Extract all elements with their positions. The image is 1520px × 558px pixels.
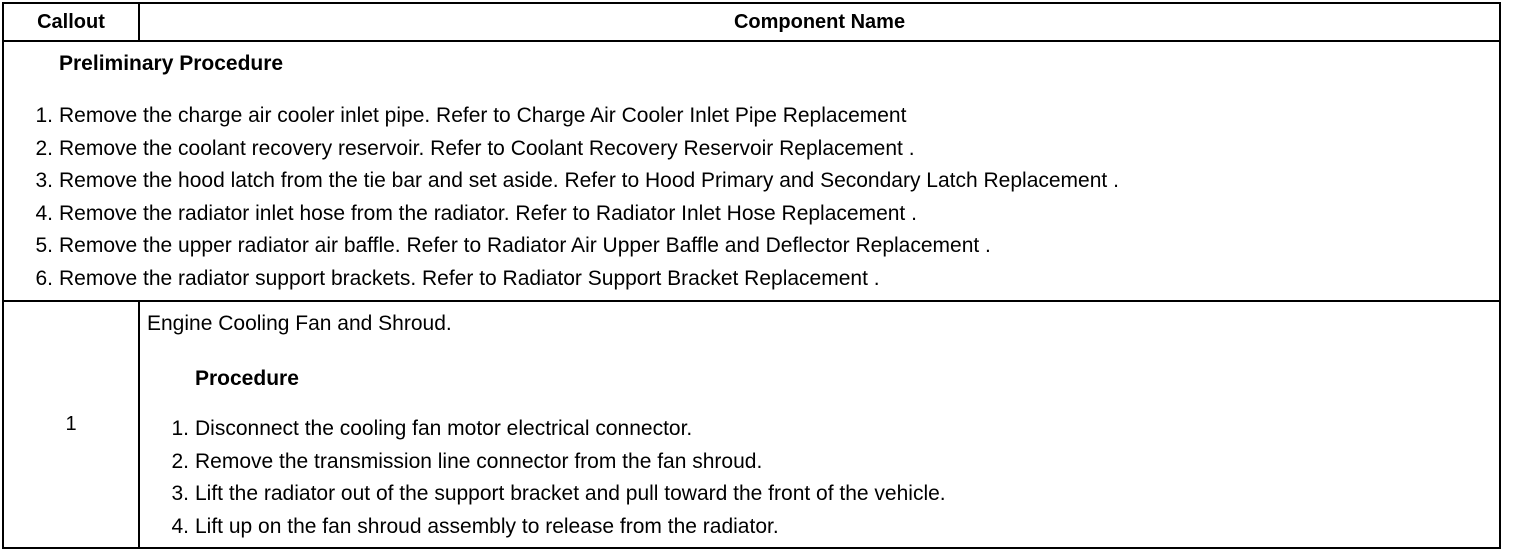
list-item: [35, 263, 1119, 296]
step-number: 3.: [171, 482, 189, 505]
callout-cell: 1: [3, 301, 139, 548]
step-text: Remove the radiator support brackets. Refer to Radiator Support Bracket Replacement .: [59, 266, 880, 290]
list-item: [35, 133, 1119, 166]
header-row: [3, 3, 1500, 41]
callout-header: Callout: [3, 3, 139, 41]
component-cell: [139, 301, 1500, 548]
preliminary-cell: [3, 41, 1500, 301]
step-number: 6.: [35, 266, 53, 290]
step-text: Remove the hood latch from the tie bar and set aside. Refer to Hood Primary and Secondary Latch Replacement .: [59, 169, 1119, 192]
list-item: [171, 446, 946, 479]
step-text: Lift up on the fan shroud assembly to release from the radiator.: [195, 514, 779, 538]
list-item: [35, 230, 1119, 263]
step-text: Remove the radiator inlet hose from the radiator. Refer to Radiator Inlet Hose Replacement .: [59, 201, 917, 225]
list-item: [35, 198, 1119, 231]
list-item: [171, 478, 946, 511]
step-text: Remove the transmission line connector from the fan shroud.: [195, 449, 763, 473]
step-number: 1.: [35, 104, 53, 127]
step-number: 2.: [171, 449, 189, 473]
list-item: [171, 511, 946, 544]
step-number: 5.: [35, 234, 53, 257]
component-name: Engine Cooling Fan and Shroud.: [147, 312, 452, 335]
procedure-title: Procedure: [195, 367, 299, 390]
step-number: 2.: [35, 136, 53, 160]
step-number: 4.: [35, 201, 53, 225]
preliminary-row: [3, 41, 1500, 301]
step-text: Lift the radiator out of the support bracket and pull toward the front of the vehicle.: [195, 482, 946, 505]
list-item: [35, 165, 1119, 198]
step-text: Remove the charge air cooler inlet pipe. Refer to Charge Air Cooler Inlet Pipe Replacement: [59, 104, 907, 127]
component-table: [2, 2, 1501, 549]
step-text: Remove the upper radiator air baffle. Refer to Radiator Air Upper Baffle and Deflector Replacement .: [59, 234, 991, 257]
preliminary-title: Preliminary Procedure: [59, 52, 284, 75]
list-item: [35, 100, 1119, 133]
procedure-block: [171, 367, 946, 543]
component-name-header: Component Name: [139, 3, 1500, 41]
preliminary-steps: [35, 100, 1119, 295]
step-number: 3.: [35, 169, 53, 192]
step-text: Disconnect the cooling fan motor electrical connector.: [195, 417, 693, 440]
table-row: [3, 301, 1500, 548]
step-text: Remove the coolant recovery reservoir. Refer to Coolant Recovery Reservoir Replacement .: [59, 136, 915, 160]
step-number: 4.: [171, 514, 189, 538]
list-item: [171, 413, 946, 446]
procedure-steps: [171, 413, 946, 543]
step-number: 1.: [171, 417, 189, 440]
